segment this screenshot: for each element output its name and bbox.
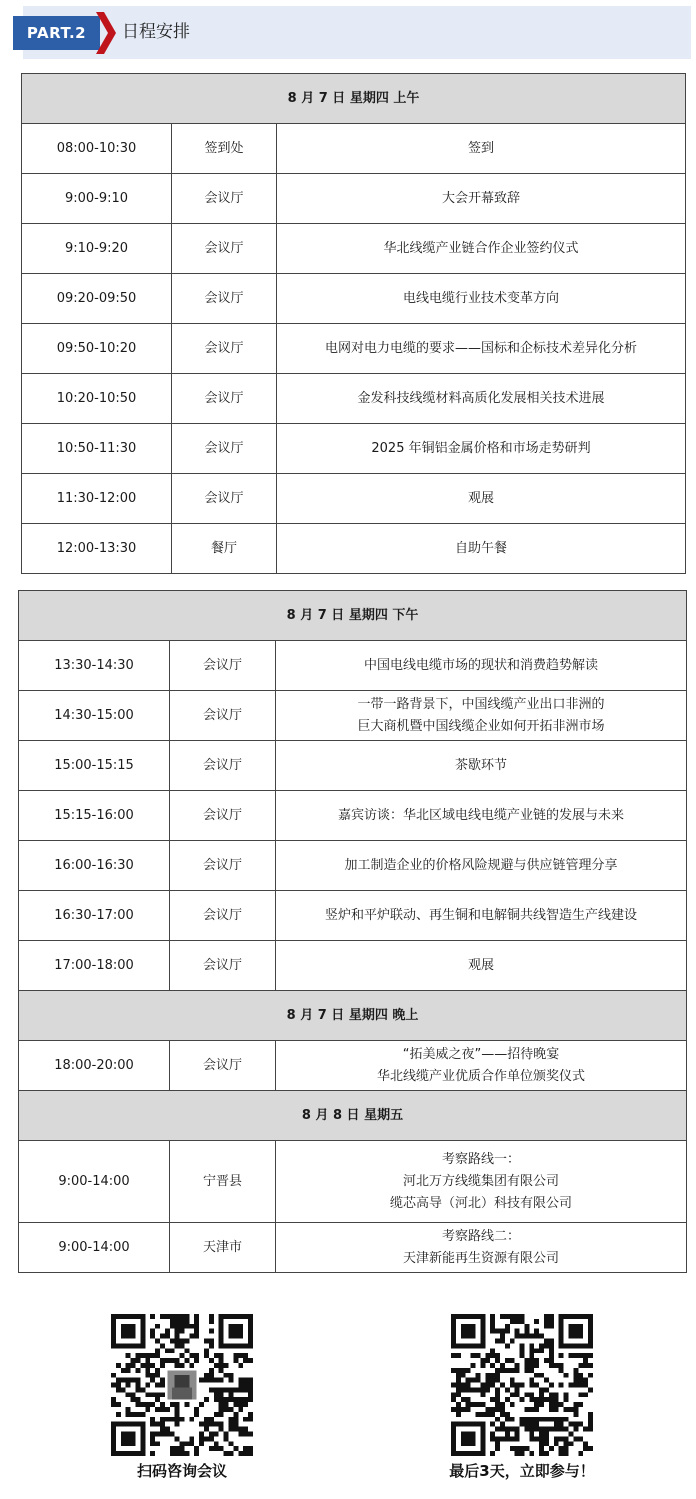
location-cell: 会议厅 <box>172 324 277 374</box>
table-row <box>22 424 686 474</box>
section-title: 8 月 7 日 星期四 下午 <box>19 591 687 641</box>
time-cell: 16:00-16:30 <box>19 841 170 891</box>
agenda-line: 竖炉和平炉联动、再生铜和电解铜共线智造生产线建设 <box>324 907 637 923</box>
agenda-cell <box>276 941 687 991</box>
agenda-line: 观展 <box>467 957 494 973</box>
agenda-cell <box>277 324 686 374</box>
afternoon-body <box>19 591 687 1273</box>
agenda-line: 茶歇环节 <box>454 757 507 773</box>
table-row <box>19 1141 687 1223</box>
location-cell: 会议厅 <box>172 474 277 524</box>
location-cell: 会议厅 <box>170 891 276 941</box>
agenda-line: 签到 <box>467 140 494 156</box>
table-row <box>19 941 687 991</box>
location-cell: 会议厅 <box>170 691 276 741</box>
agenda-line: 天津新能再生资源有限公司 <box>402 1250 559 1266</box>
agenda-line: 加工制造企业的价格风险规避与供应链管理分享 <box>344 857 618 873</box>
agenda-cell <box>277 424 686 474</box>
table-row <box>22 524 686 574</box>
agenda-line: 华北线缆产业优质合作单位颁奖仪式 <box>376 1068 585 1084</box>
agenda-line: 金发科技线缆材料高质化发展相关技术进展 <box>357 390 605 406</box>
agenda-line: 电线电缆行业技术变革方向 <box>402 290 559 306</box>
chevron-right-icon <box>96 12 116 54</box>
agenda-line: 华北线缆产业链合作企业签约仪式 <box>383 240 579 256</box>
page-title: 日程安排 <box>122 22 190 42</box>
agenda-cell <box>277 274 686 324</box>
agenda-line: 考察路线二： <box>441 1228 520 1244</box>
location-cell: 会议厅 <box>172 374 277 424</box>
agenda-line: 自助午餐 <box>454 540 507 556</box>
agenda-cell <box>277 374 686 424</box>
table-row <box>19 891 687 941</box>
time-cell: 16:30-17:00 <box>19 891 170 941</box>
time-cell: 13:30-14:30 <box>19 641 170 691</box>
agenda-cell <box>277 224 686 274</box>
location-cell: 会议厅 <box>170 941 276 991</box>
location-cell: 会议厅 <box>172 174 277 224</box>
agenda-line: 考察路线一： <box>441 1151 520 1167</box>
section-title: 8 月 8 日 星期五 <box>19 1091 687 1141</box>
table-row <box>19 1223 687 1273</box>
table-row <box>22 224 686 274</box>
location-cell: 会议厅 <box>172 424 277 474</box>
agenda-cell <box>277 474 686 524</box>
location-cell: 会议厅 <box>170 841 276 891</box>
location-cell: 会议厅 <box>170 791 276 841</box>
time-cell: 15:00-15:15 <box>19 741 170 791</box>
agenda-line: 2025 年铜铝金属价格和市场走势研判 <box>371 440 591 456</box>
table-row <box>19 1041 687 1091</box>
location-cell: 天津市 <box>170 1223 276 1273</box>
table-row <box>22 374 686 424</box>
time-cell: 08:00-10:30 <box>22 124 172 174</box>
agenda-cell <box>277 524 686 574</box>
table-row <box>19 791 687 841</box>
time-cell: 12:00-13:30 <box>22 524 172 574</box>
location-cell: 会议厅 <box>172 274 277 324</box>
agenda-cell <box>277 174 686 224</box>
agenda-line: 观展 <box>467 490 494 506</box>
time-cell: 9:00-14:00 <box>19 1223 170 1273</box>
section-row <box>19 591 687 641</box>
time-cell: 10:50-11:30 <box>22 424 172 474</box>
location-cell: 会议厅 <box>170 641 276 691</box>
qr-code-consult <box>111 1314 253 1456</box>
location-cell: 宁晋县 <box>170 1141 276 1223</box>
agenda-line: “拓美威之夜”——招待晚宴 <box>402 1046 560 1062</box>
agenda-cell <box>276 691 687 741</box>
table-row <box>22 124 686 174</box>
table-row <box>19 691 687 741</box>
agenda-cell <box>276 841 687 891</box>
location-cell: 会议厅 <box>170 741 276 791</box>
time-cell: 11:30-12:00 <box>22 474 172 524</box>
time-cell: 10:20-10:50 <box>22 374 172 424</box>
agenda-cell <box>276 641 687 691</box>
agenda-cell <box>276 1041 687 1091</box>
time-cell: 17:00-18:00 <box>19 941 170 991</box>
agenda-cell <box>276 891 687 941</box>
agenda-line: 嘉宾访谈：华北区域电线电缆产业链的发展与未来 <box>337 807 624 823</box>
schedule-table-afternoon <box>18 590 687 1273</box>
table-row <box>22 474 686 524</box>
agenda-cell <box>276 791 687 841</box>
agenda-line: 大会开幕致辞 <box>441 190 520 206</box>
schedule-table-morning <box>21 73 686 574</box>
time-cell: 14:30-15:00 <box>19 691 170 741</box>
location-cell: 签到处 <box>172 124 277 174</box>
section-title: 8 月 7 日 星期四 晚上 <box>19 991 687 1041</box>
table-row <box>22 274 686 324</box>
section-row <box>19 991 687 1041</box>
section-row <box>22 74 686 124</box>
agenda-line: 中国电线电缆市场的现状和消费趋势解读 <box>363 657 598 673</box>
agenda-cell <box>276 1223 687 1273</box>
location-cell: 会议厅 <box>170 1041 276 1091</box>
table-row <box>22 324 686 374</box>
agenda-cell <box>277 124 686 174</box>
morning-body <box>22 74 686 574</box>
table-row <box>19 641 687 691</box>
section-row <box>19 1091 687 1141</box>
table-row <box>22 174 686 224</box>
time-cell: 9:00-14:00 <box>19 1141 170 1223</box>
qr-code-register <box>451 1314 593 1456</box>
table-row <box>19 841 687 891</box>
agenda-line: 电网对电力电缆的要求——国标和企标技术差异化分析 <box>324 340 637 356</box>
agenda-line: 缆芯高导（河北）科技有限公司 <box>389 1195 572 1211</box>
time-cell: 09:50-10:20 <box>22 324 172 374</box>
location-cell: 餐厅 <box>172 524 277 574</box>
agenda-line: 一带一路背景下，中国线缆产业出口非洲的 <box>357 696 605 712</box>
table-row <box>19 741 687 791</box>
time-cell: 18:00-20:00 <box>19 1041 170 1091</box>
agenda-line: 河北万方线缆集团有限公司 <box>402 1173 559 1189</box>
agenda-cell <box>276 741 687 791</box>
agenda-line: 巨大商机暨中国线缆企业如何开拓非洲市场 <box>357 718 605 734</box>
qr-caption-right: 最后3天，立即参与！ <box>449 1462 595 1480</box>
time-cell: 9:00-9:10 <box>22 174 172 224</box>
time-cell: 15:15-16:00 <box>19 791 170 841</box>
section-title: 8 月 7 日 星期四 上午 <box>22 74 686 124</box>
location-cell: 会议厅 <box>172 224 277 274</box>
time-cell: 09:20-09:50 <box>22 274 172 324</box>
qr-caption-left: 扫码咨询会议 <box>136 1462 227 1480</box>
agenda-cell <box>276 1141 687 1223</box>
time-cell: 9:10-9:20 <box>22 224 172 274</box>
part-badge: PART.2 <box>13 16 100 50</box>
